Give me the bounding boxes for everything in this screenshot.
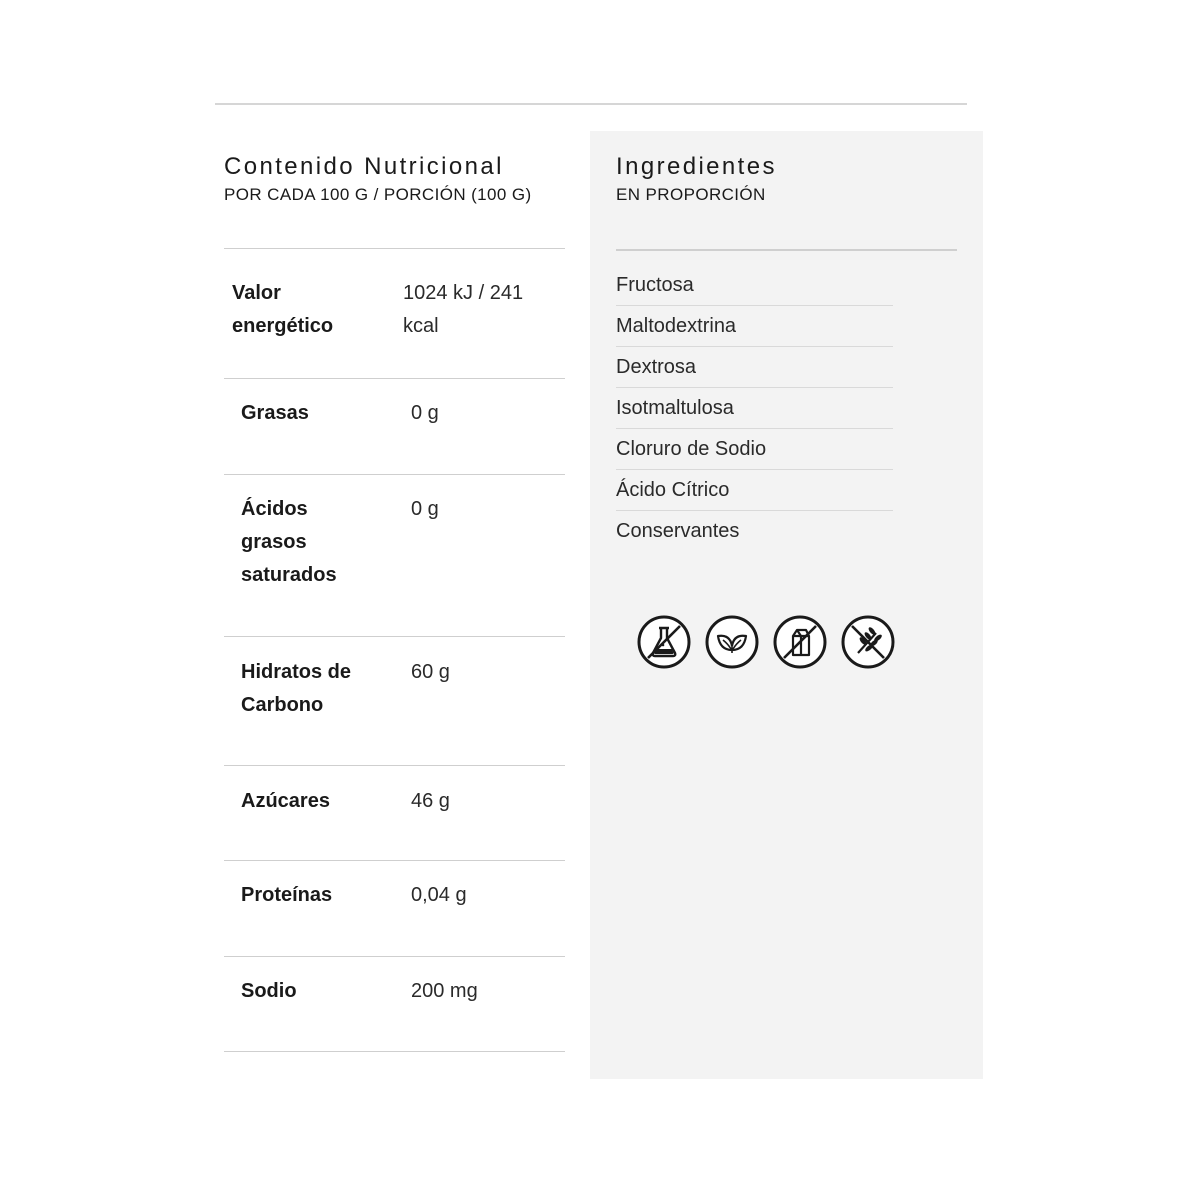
ingredients-subtitle: EN PROPORCIÓN — [616, 185, 766, 204]
list-item: Maltodextrina — [616, 306, 893, 347]
nutrition-table — [224, 248, 565, 1052]
top-divider — [215, 103, 967, 105]
nutrient-value: 0 g — [411, 498, 439, 520]
list-item: Conservantes — [616, 520, 740, 542]
vegan-leaf-icon — [705, 615, 759, 669]
table-row — [224, 637, 565, 766]
nutrition-section — [224, 150, 565, 1002]
list-item: Isotmaltulosa — [616, 388, 893, 429]
nutrient-label: Proteínas — [241, 884, 333, 906]
list-item: Dextrosa — [616, 347, 893, 388]
ingredients-list — [616, 265, 893, 552]
nutrient-value: 0 g — [411, 402, 439, 424]
nutrient-label: Hidratos de Carbono — [241, 661, 352, 716]
nutrition-subtitle: POR CADA 100 G / PORCIÓN (100 G) — [224, 185, 532, 204]
nutrient-label: Grasas — [241, 402, 309, 424]
nutrient-value: 1024 kJ / 241 kcal — [403, 282, 524, 337]
nutrient-label: Sodio — [241, 980, 297, 1002]
list-item: Fructosa — [616, 265, 893, 306]
nutrient-label: Azúcares — [241, 790, 330, 812]
gluten-free-icon — [841, 615, 895, 669]
table-row — [224, 379, 565, 475]
nutrient-value: 0,04 g — [411, 884, 467, 906]
list-item: Ácido Cítrico — [616, 470, 893, 511]
ingredients-panel — [590, 131, 983, 1079]
ingredients-header — [616, 150, 777, 206]
nutrient-value: 60 g — [411, 661, 450, 683]
table-row — [224, 475, 565, 637]
ingredients-divider — [616, 249, 957, 251]
diet-badges — [637, 615, 895, 669]
nutrient-value: 46 g — [411, 790, 450, 812]
list-item: Cloruro de Sodio — [616, 429, 893, 470]
no-chemicals-icon — [637, 615, 691, 669]
ingredients-title: Ingredientes — [616, 153, 777, 180]
table-row — [224, 957, 565, 1052]
no-lactose-icon — [773, 615, 827, 669]
nutrient-value: 200 mg — [411, 980, 478, 1002]
nutrient-label: Valor energético — [232, 282, 334, 337]
table-row — [224, 766, 565, 861]
table-row — [224, 861, 565, 957]
nutrition-title: Contenido Nutricional — [224, 153, 504, 180]
nutrient-label: Ácidos grasos saturados — [241, 498, 337, 586]
table-row — [224, 249, 565, 379]
